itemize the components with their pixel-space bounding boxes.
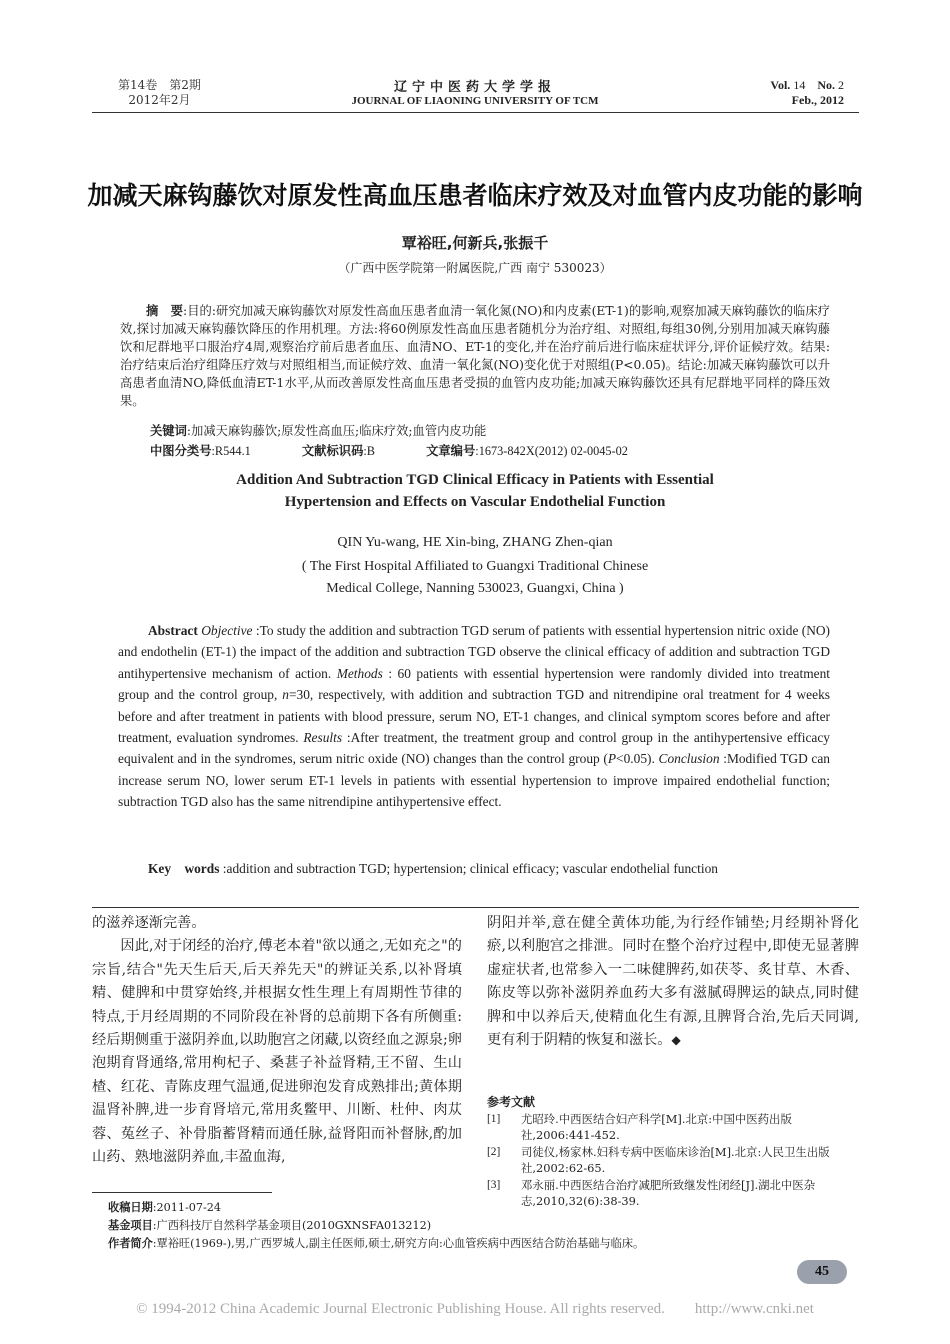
received-value: :2011-07-24 bbox=[152, 1201, 222, 1214]
received-label: 收稿日期 bbox=[108, 1201, 153, 1214]
abstract-cn-label: 摘 要 bbox=[146, 304, 184, 318]
body-right-p1 bbox=[487, 912, 859, 1052]
footnote-fund bbox=[108, 1218, 858, 1233]
objective-label: Objective bbox=[201, 623, 253, 638]
objective-text: :To study the addition and subtraction TGD serum of patients with essential hypertension nitric oxide (NO) and endothelin (ET-1) the impact of the addition and subtraction TGD observe the clinical efficacy of addition and subtraction TGD antihypertensive mechanism of action. bbox=[118, 623, 831, 681]
body-column-left bbox=[92, 912, 462, 1169]
issue-info-en bbox=[770, 78, 844, 108]
bio-label: 作者简介 bbox=[108, 1237, 153, 1250]
authors: 覃裕旺,何新兵,张振千 bbox=[401, 234, 549, 252]
abstract-en-label: Abstract bbox=[148, 623, 198, 638]
volume-en: Vol. 14 No. 2 bbox=[770, 78, 844, 92]
results-text-2: <0.05). bbox=[616, 751, 655, 767]
reference-text: 尤昭玲.中西医结合妇产科学[M].北京:中国中医药出版社,2006:441-452. bbox=[521, 1112, 792, 1142]
conclusion-label: Conclusion bbox=[658, 751, 720, 767]
clc-value: :R544.1 bbox=[211, 444, 251, 458]
fund-label: 基金项目 bbox=[108, 1219, 153, 1232]
footnote-bio bbox=[108, 1236, 858, 1251]
reference-text: 司徒仪,杨家林.妇科专病中医临床诊治[M].北京:人民卫生出版社,2002:62-65. bbox=[521, 1145, 830, 1175]
results-text: :After treatment, the treatment group and control group in the antihypertensive efficacy equivalent and in the syndromes, serum nitric oxide (NO) changes than the control group ( bbox=[118, 730, 830, 767]
volume-cn: 第14卷 第2期 bbox=[118, 78, 201, 92]
n-label: n bbox=[282, 687, 289, 703]
journal-name-cn: 辽宁中医药大学学报 bbox=[393, 80, 556, 95]
fund-value: :广西科技厅自然科学基金项目(2010GXNSFA013212) bbox=[152, 1219, 432, 1232]
bio-value: :覃裕旺(1969-),男,广西罗城人,副主任医师,硕士,研究方向:心血管疾病中西医结合防治基础与临床。 bbox=[152, 1237, 645, 1250]
header-rule bbox=[92, 112, 859, 113]
keywords-en bbox=[118, 858, 830, 879]
abstract-en bbox=[118, 620, 830, 813]
article-title: 加减天麻钩藤饮对原发性高血压患者临床疗效及对血管内皮功能的影响 bbox=[87, 181, 863, 210]
copyright-notice: © 1994-2012 China Academic Journal Electronic Publishing House. All rights reserved. http://www.cnki.net bbox=[136, 1301, 814, 1317]
keywords-en-text: :addition and subtraction TGD; hypertension; clinical efficacy; vascular endothelial function bbox=[222, 861, 718, 876]
english-affiliation-line1: ( The First Hospital Affiliated to Guangxi Traditional Chinese bbox=[301, 559, 649, 574]
keywords-en-label: Key words bbox=[148, 861, 220, 876]
english-affiliation bbox=[0, 556, 950, 600]
english-title-line2: Hypertension and Effects on Vascular Endothelial Function bbox=[284, 494, 666, 510]
doc-code-value: :B bbox=[363, 444, 375, 458]
journal-name-en: JOURNAL OF LIAONING UNIVERSITY OF TCM bbox=[351, 95, 599, 107]
english-authors: QIN Yu-wang, HE Xin-bing, ZHANG Zhen-qian bbox=[337, 535, 613, 550]
reference-num: [2] bbox=[487, 1146, 501, 1159]
page-number: 45 bbox=[797, 1260, 847, 1284]
conclusion-text: :Modified TGD can increase serum NO, lower serum ET-1 levels in patients with essential hypertension to improve impaired endothelial function; subtraction TGD also has the same nitrendipine antihypertensive effect. bbox=[118, 751, 830, 810]
abstract-cn bbox=[120, 302, 830, 410]
clc-label: 中图分类号 bbox=[150, 444, 212, 458]
affiliation: （广西中医学院第一附属医院,广西 南宁 530023） bbox=[338, 261, 612, 275]
reference-item bbox=[487, 1112, 859, 1143]
doc-code-label: 文献标识码 bbox=[301, 444, 364, 458]
body-left-p1: 的滋养逐渐完善。 bbox=[92, 915, 206, 931]
methods-label: Methods bbox=[336, 665, 383, 681]
footnote-rule bbox=[92, 1192, 272, 1193]
date-cn: 2012年2月 bbox=[128, 93, 191, 107]
results-label: Results bbox=[303, 730, 343, 746]
abstract-cn-text: :目的:研究加减天麻钩藤饮对原发性高血压患者血清一氧化氮(NO)和内皮素(ET-1)的影响,观察加减天麻钩藤饮的临床疗效,探讨加减天麻钩藤饮降压的作用机理。方法:将60例原发性高血压患者随机分为治疗组、对照组,每组30例,分别用加减天麻钩藤饮和尼群地平口服治疗4周,观察治疗前后患者血压、血清NO、ET-1的变化,并在治疗前后进行临床症状评分,评价证候疗效。结果:治疗结束后治疗组降压疗效与对照组相当,而证候疗效、血清一氧化氮(NO)变化优于对照组(P<0.05)。结论:加减天麻钩藤饮可以升高患者血清NO,降低血清ET-1水平,从而改善原发性高血压患者受损的血管内皮功能;加减天麻钩藤饮还具有尼群地平同样的降压效果。 bbox=[120, 304, 830, 408]
references-title: 参考文献 bbox=[487, 1095, 536, 1109]
article-id-value: :1673-842X(2012) 02-0045-02 bbox=[475, 444, 628, 458]
methods-text: : 60 patients with essential hypertension were randomly divided into treatment group and the control group, bbox=[118, 665, 830, 703]
footnote-received bbox=[108, 1200, 858, 1215]
english-title-line1: Addition And Subtraction TGD Clinical Efficacy in Patients with Essential bbox=[236, 472, 714, 488]
methods-text-2: =30, respectively, with addition and subtraction TGD and nitrendipine oral treatment for 4 weeks before and after treatment in patients with blood pressure, serum NO, ET-1 changes, and clinical symptom scores before and after treatment, evaluation syndromes. bbox=[118, 687, 830, 746]
p-label: P bbox=[607, 751, 617, 767]
reference-text: 邓永丽.中西医结合治疗减肥所致继发性闭经[J].湖北中医杂志,2010,32(6):38-39. bbox=[521, 1178, 816, 1208]
references-list bbox=[487, 1112, 859, 1212]
keywords-cn-text: :加减天麻钩藤饮;原发性高血压;临床疗效;血管内皮功能 bbox=[186, 424, 487, 438]
keywords-cn-label: 关键词 bbox=[150, 424, 187, 438]
end-mark-icon: ◆ bbox=[671, 1033, 681, 1048]
english-affiliation-line2: Medical College, Nanning 530023, Guangxi, China ) bbox=[326, 581, 624, 596]
section-divider bbox=[92, 907, 859, 908]
reference-num: [1] bbox=[487, 1113, 501, 1125]
english-title bbox=[0, 469, 950, 513]
reference-item bbox=[487, 1145, 859, 1176]
reference-num: [3] bbox=[487, 1179, 501, 1192]
body-right-text: 阴阳并举,意在健全黄体功能,为行经作铺垫;月经期补肾化瘀,以利胞宫之排泄。同时在整个治疗过程中,即使无显著脾虚症状者,也常参入一二味健脾药,如茯苓、炙甘草、木香、陈皮等以弥补滋阴养血药大多有滋腻碍脾运的缺点,同时健脾和中以养后天,使精血化生有源,且脾肾合治,先后天同调,更有利于阴精的恢复和滋长。 bbox=[487, 915, 859, 1049]
date-en: Feb., 2012 bbox=[791, 93, 844, 107]
keywords-cn bbox=[150, 421, 486, 439]
body-left-p2: 因此,对于闭经的治疗,傅老本着"欲以通之,无如充之"的宗旨,结合"先天生后天,后天养先天"的辨证关系,以补肾填精、健脾和中贯穿始终,并根据女性生理上有周期性节律的特点,于月经周期的不同阶段在补肾的总前期下各有所侧重:经后期侧重于滋阴养血,以助胞宫之闭藏,以资经血之源泉;卵泡期育肾通络,常用枸杞子、桑葚子补益肾精,王不留、生山楂、红花、青陈皮理气温通,促进卵泡发育成熟排出;黄体期温肾补脾,进一步育肾培元,常用炙鳖甲、川断、杜仲、肉苁蓉、菟丝子、补骨脂蓄肾精而通任脉,益肾阳而补督脉,酌加山药、熟地滋阴养血,丰盈血海, bbox=[92, 938, 462, 1166]
body-column-right bbox=[487, 912, 859, 1052]
article-id-label: 文章编号 bbox=[426, 444, 476, 458]
classification-line bbox=[150, 441, 676, 459]
